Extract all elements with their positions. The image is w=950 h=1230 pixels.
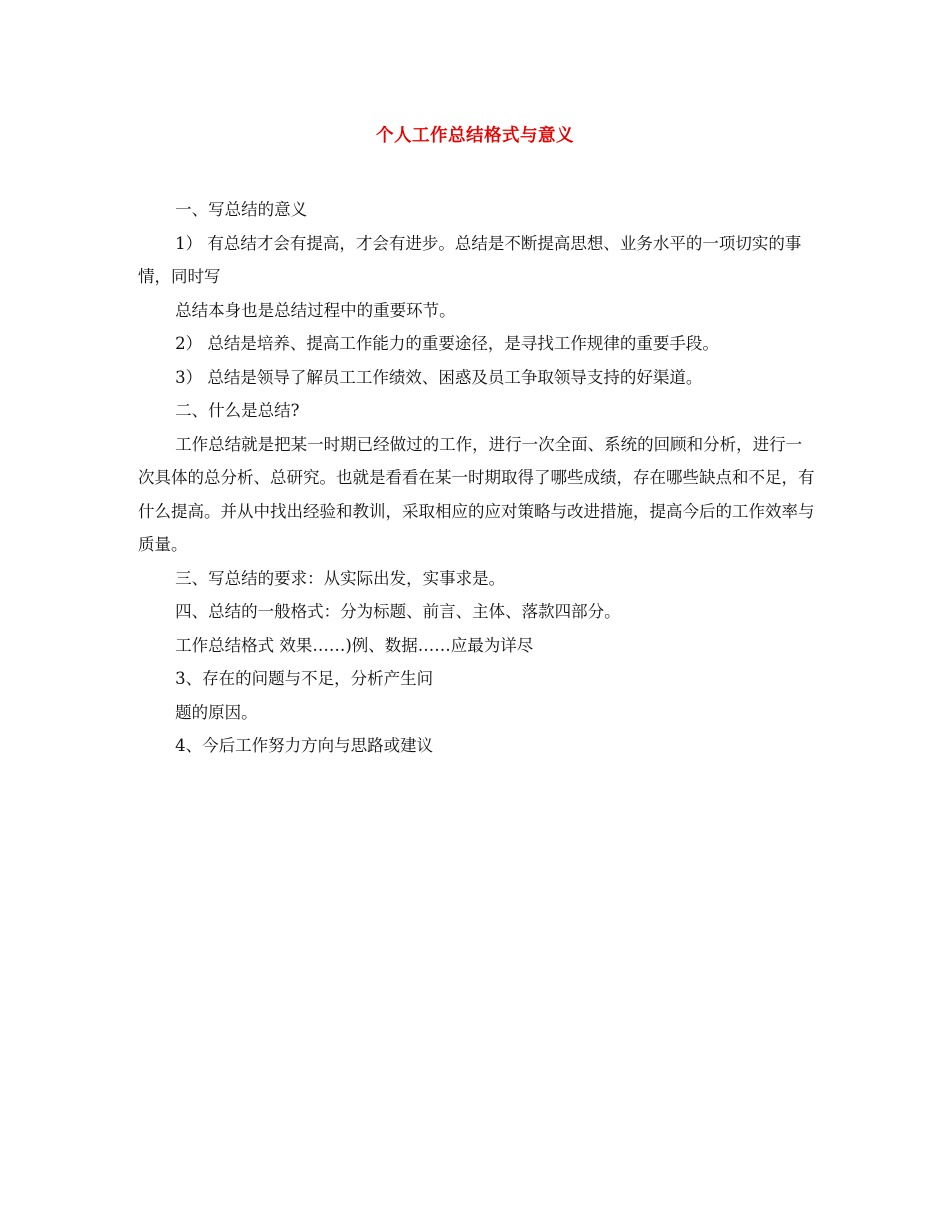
paragraph-definition: 工作总结就是把某一时期已经做过的工作，进行一次全面、系统的回顾和分析，进行一次具体的总分析、总研究。也就是看看在某一时期取得了哪些成绩，存在哪些缺点和不足，有什么提高。并从中找出经验和教训，采取相应的应对策略与改进措施，提高今后的工作效率与质量。 [138,434,815,554]
section-heading-format: 四、总结的一般格式：分为标题、前言、主体、落款四部分。 [175,602,621,621]
paragraph-point-3: 3） 总结是领导了解员工工作绩效、困惑及员工争取领导支持的好渠道。 [175,367,703,387]
paragraph-point-1: 1） 有总结才会有提高，才会有进步。总结是不断提高思想、业务水平的一项切实的事情，同时写 [138,233,802,286]
paragraph-format-detail: 工作总结格式 效果……)例、数据……应最为详尽 [175,635,534,655]
paragraph-item-3-continued: 题的原因。 [175,702,258,722]
document-body [138,193,818,763]
section-heading-requirements: 三、写总结的要求：从实际出发，实事求是。 [175,568,506,588]
section-heading-meaning: 一、写总结的意义 [175,200,308,219]
document-title: 个人工作总结格式与意义 [376,126,574,146]
paragraph-item-3: 3、存在的问题与不足，分析产生问 [175,669,434,688]
section-heading-what: 二、什么是总结? [175,401,300,420]
paragraph-point-1-continued: 总结本身也是总结过程中的重要环节。 [175,300,456,320]
paragraph-item-4: 4、今后工作努力方向与思路或建议 [175,736,434,755]
paragraph-point-2: 2） 总结是培养、提高工作能力的重要途径，是寻找工作规律的重要手段。 [175,334,719,353]
